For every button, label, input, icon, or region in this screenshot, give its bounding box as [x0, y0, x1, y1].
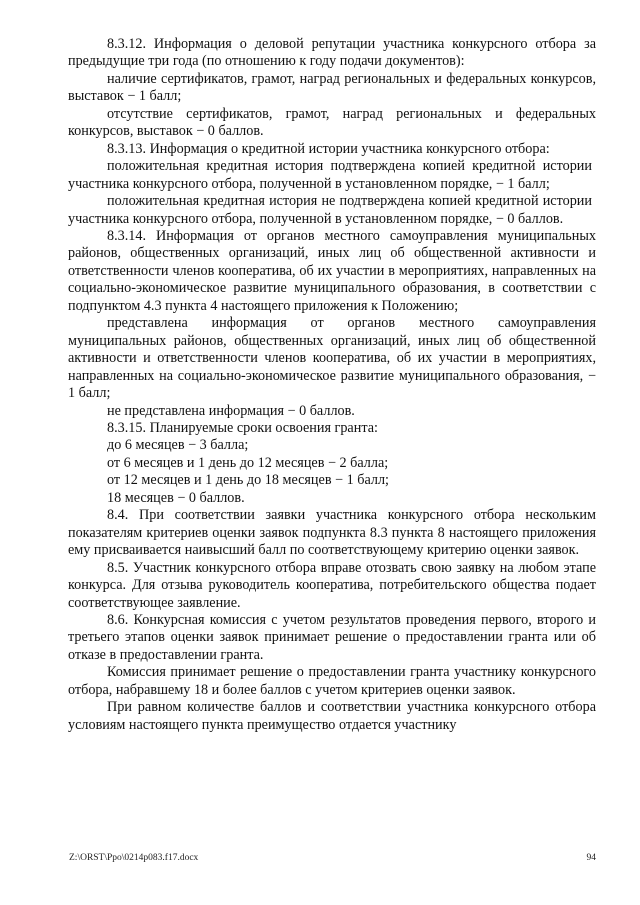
page-number: 94 — [586, 853, 596, 863]
paragraph-8-5: 8.5. Участник конкурсного отбора вправе отозвать свою заявку на любом этапе конкурса. Для отзыва руководитель кооператива, потребительского общества подает соответствующее заявление. — [68, 559, 596, 611]
paragraph-8-3-14: 8.3.14. Информация от органов местного самоуправления муниципальных районов, общественных организаций, иных лиц об общественной активности и ответственности членов кооператива, об их участии в мероприятиях, направленных на социально-экономическое развитие муниципального образования, в соответствии с подпунктом 4.3 пункта 4 настоящего приложения к Положению; — [68, 227, 596, 314]
list-item-term-6-months: до 6 месяцев − 3 балла; — [107, 437, 249, 454]
paragraph-8-3-15: 8.3.15. Планируемые сроки освоения гранта: — [107, 419, 378, 436]
paragraph-8-3-13: 8.3.13. Информация о кредитной истории участника конкурсного отбора: — [107, 140, 550, 157]
list-item-info-presented: представлена информация от органов местного самоуправления муниципальных районов, общественных организаций, иных лиц об общественной активности и ответственности членов кооператива, об их участии в мероприятиях, направленных на социально-экономическое развитие муниципального образования, − 1 балл; — [68, 315, 596, 402]
list-item-term-18-months: от 12 месяцев и 1 день до 18 месяцев − 1 балл; — [107, 472, 389, 489]
list-item-credit-confirmed: положительная кредитная история подтверждена копией кредитной истории участника конкурсного отбора, полученной в установленном порядке, − 1 балл; — [68, 158, 592, 192]
file-path: Z:\ORST\Ppo\0214p083.f17.docx — [69, 853, 199, 863]
list-item-certificates-present: наличие сертификатов, грамот, наград региональных и федеральных конкурсов, выставок − 1 балл; — [68, 70, 596, 105]
paragraph-8-6: 8.6. Конкурсная комиссия с учетом результатов проведения первого, второго и третьего этапов оценки заявок принимает решение о предоставлении гранта или об отказе в предоставлении гранта. — [68, 611, 596, 663]
list-item-term-12-months: от 6 месяцев и 1 день до 12 месяцев − 2 балла; — [107, 454, 389, 471]
list-item-credit-not-confirmed: положительная кредитная история не подтверждена копией кредитной истории участника конкурсного отбора, полученной в установленном порядке, − 0 баллов. — [68, 193, 592, 227]
document-page — [68, 36, 596, 734]
paragraph-equal-score: При равном количестве баллов и соответствии участника конкурсного отбора условиям настоящего пункта преимущество отдается участнику — [68, 699, 596, 733]
paragraph-commission-decision: Комиссия принимает решение о предоставлении гранта участнику конкурсного отбора, набравшему 18 и более баллов с учетом критериев оценки заявок. — [68, 664, 596, 698]
list-item-info-not-presented: не представлена информация − 0 баллов. — [107, 402, 355, 419]
list-item-term-over-18: 18 месяцев − 0 баллов. — [107, 489, 245, 506]
paragraph-8-4: 8.4. При соответствии заявки участника конкурсного отбора нескольким показателям критериев оценки заявок подпункта 8.3 пункта 8 настоящего приложения ему присваивается наивысший балл по соответствующему критерию оценки заявок. — [68, 507, 596, 559]
paragraph-8-3-12: 8.3.12. Информация о деловой репутации участника конкурсного отбора за предыдущие три года (по отношению к году подачи документов): — [68, 36, 596, 70]
list-item-certificates-absent: отсутствие сертификатов, грамот, наград региональных и федеральных конкурсов, выставок − 0 баллов. — [68, 105, 596, 140]
